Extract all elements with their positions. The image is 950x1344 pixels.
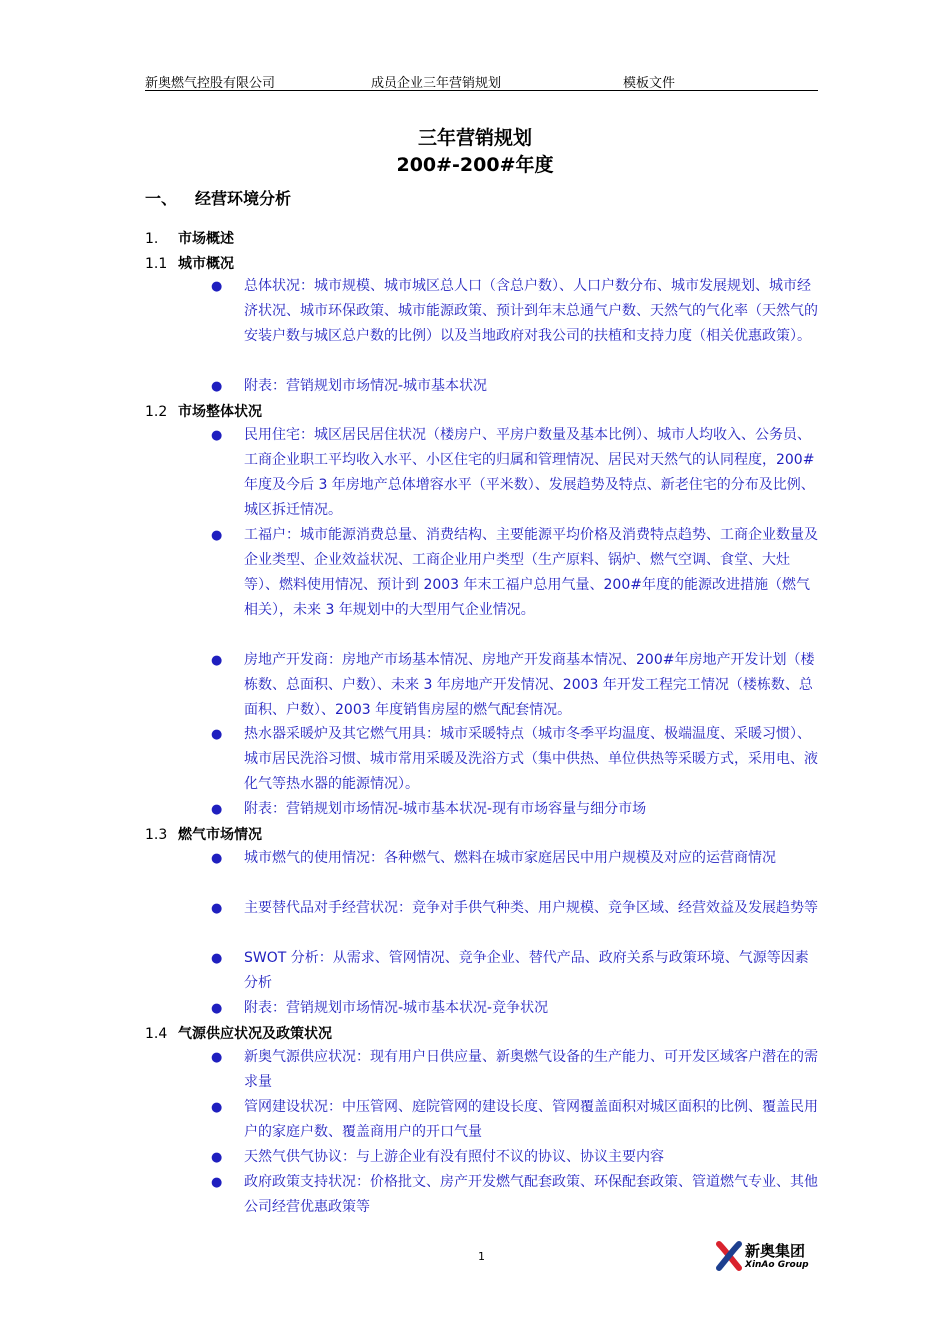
subsection-1-3 [145, 824, 262, 844]
subsection-label: 燃气市场情况 [178, 827, 262, 843]
list-item: ● 附表：营销规划市场情况-城市基本状况-竞争状况 [211, 996, 821, 1021]
xinao-logo-icon [715, 1240, 743, 1272]
bullet-icon: ● [211, 428, 223, 443]
bullet-icon: ● [211, 1175, 223, 1190]
list-item: ● SWOT 分析：从需求、管网情况、竞争企业、替代产品、政府关系与政策环境、气源等因素分析 [211, 946, 821, 996]
bullet-icon: ● [211, 1050, 223, 1065]
list-item: ● 主要替代品对手经营状况：竞争对手供气种类、用户规模、竞争区域、经营效益及发展趋势等 [211, 896, 821, 921]
company-logo [715, 1238, 825, 1276]
page-number: 1 [478, 1250, 485, 1263]
list-item: ● 政府政策支持状况：价格批文、房产开发燃气配套政策、环保配套政策、管道燃气专业、其他公司经营优惠政策等 [211, 1170, 821, 1220]
logo-chinese-text: 新奥集团 [745, 1242, 806, 1260]
subsection-number: 1.2 [145, 404, 168, 420]
subsection-label: 市场概述 [178, 231, 234, 247]
header-company: 新奥燃气控股有限公司 [145, 76, 276, 91]
list-item: ● 工福户：城市能源消费总量、消费结构、主要能源平均价格及消费特点趋势、工商企业数量及企业类型、企业效益状况、工商企业用户类型（生产原料、锅炉、燃气空调、食堂、大灶等）、燃料使用情况、预计到 2003 年末工福户总用气量、200#年度的能源改进措施（燃气相关），未来 3 年规划中的大型用气企业情况。 [211, 523, 821, 623]
subsection-1 [145, 228, 234, 248]
subsection-label: 市场整体状况 [178, 404, 262, 420]
section-label: 经营环境分析 [195, 189, 292, 208]
bullet-icon: ● [211, 727, 223, 742]
bullet-icon: ● [211, 901, 223, 916]
section-number: 一、 [145, 189, 178, 208]
list-item: ● 管网建设状况：中压管网、庭院管网的建设长度、管网覆盖面积对城区面积的比例、覆盖民用户的家庭户数、覆盖商用户的开口气量 [211, 1095, 821, 1145]
subsection-number: 1.1 [145, 256, 168, 272]
list-item: ● 新奥气源供应状况：现有用户日供应量、新奥燃气设备的生产能力、可开发区域客户潜在的需求量 [211, 1045, 821, 1095]
list-item: ● 天然气供气协议：与上游企业有没有照付不议的协议、协议主要内容 [211, 1145, 821, 1170]
bullet-icon: ● [211, 1100, 223, 1115]
bullet-icon: ● [211, 379, 223, 394]
subsection-number: 1. [145, 231, 159, 247]
list-item: ● 房地产开发商：房地产市场基本情况、房地产开发商基本情况、200#年房地产开发计划（楼栋数、总面积、户数）、未来 3 年房地产开发情况、2003 年开发工程完工情况（楼栋数、总面积、户数）、2003 年度销售房屋的燃气配套情况。 [211, 648, 821, 723]
bullet-icon: ● [211, 1001, 223, 1016]
list-item: ● 附表：营销规划市场情况-城市基本状况 [211, 374, 821, 399]
subsection-number: 1.3 [145, 827, 168, 843]
bullet-icon: ● [211, 951, 223, 966]
list-item: ● 城市燃气的使用情况：各种燃气、燃料在城市家庭居民中用户规模及对应的运营商情况 [211, 846, 821, 871]
document-title: 三年营销规划 [417, 127, 532, 149]
section-heading [145, 186, 291, 209]
logo-english-text: XinAo Group [745, 1260, 809, 1270]
subsection-label: 城市概况 [178, 256, 234, 272]
bullet-icon: ● [211, 1150, 223, 1165]
subsection-number: 1.4 [145, 1026, 168, 1042]
page-header [145, 72, 818, 91]
subsection-1-1 [145, 253, 234, 273]
subsection-label: 气源供应状况及政策状况 [178, 1026, 332, 1042]
bullet-icon: ● [211, 802, 223, 817]
document-subtitle: 200#-200#年度 [396, 154, 554, 176]
header-template-label: 模板文件 [623, 76, 676, 91]
bullet-icon: ● [211, 851, 223, 866]
bullet-icon: ● [211, 528, 223, 543]
bullet-icon: ● [211, 653, 223, 668]
list-item: ● 民用住宅：城区居民居住状况（楼房户、平房户数量及基本比例）、城市人均收入、公务员、工商企业职工平均收入水平、小区住宅的归属和管理情况、居民对天然气的认同程度，200#年度及今后 3 年房地产总体增容水平（平米数）、发展趋势及特点、新老住宅的分布及比例、城区拆迁情况。 [211, 423, 821, 523]
bullet-icon: ● [211, 279, 223, 294]
list-item: ● 附表：营销规划市场情况-城市基本状况-现有市场容量与细分市场 [211, 797, 821, 822]
header-doc-title: 成员企业三年营销规划 [371, 76, 502, 91]
list-item: ● 热水器采暖炉及其它燃气用具：城市采暖特点（城市冬季平均温度、极端温度、采暖习惯）、城市居民洗浴习惯、城市常用采暖及洗浴方式（集中供热、单位供热等采暖方式，采用电、液化气等热水器的能源情况）。 [211, 722, 821, 797]
subsection-1-2 [145, 401, 262, 421]
list-item: ● 总体状况：城市规模、城市城区总人口（含总户数）、人口户数分布、城市发展规划、城市经济状况、城市环保政策、城市能源政策、预计到年末总通气户数、天然气的气化率（天然气的安装户数与城区总户数的比例）以及当地政府对我公司的扶植和支持力度（相关优惠政策）。 [211, 274, 821, 349]
subsection-1-4 [145, 1023, 332, 1043]
